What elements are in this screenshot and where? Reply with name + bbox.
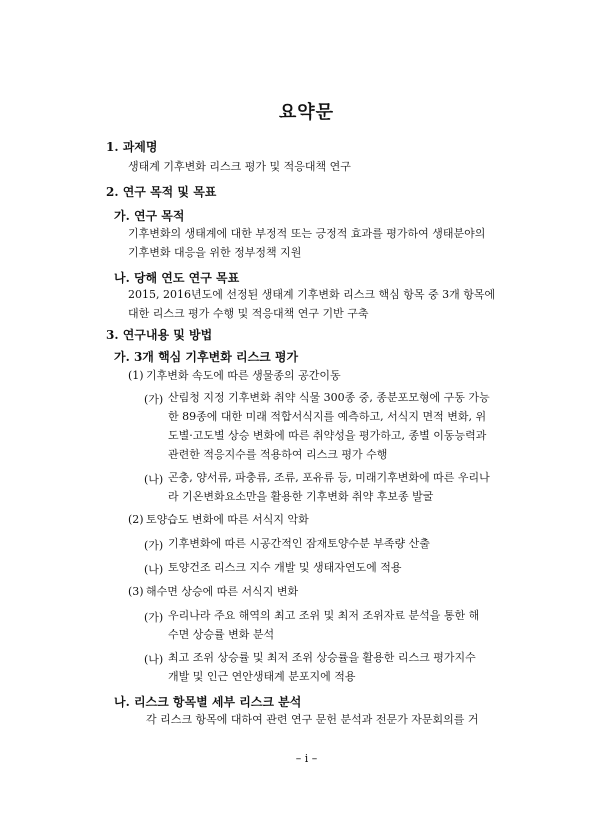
subitem-line: 곤충, 양서류, 파충류, 조류, 포유류 등, 미래기후변화에 따른 우리나 <box>168 471 490 484</box>
subitem-marker: (나) <box>144 563 164 576</box>
item-marker: (2) <box>128 513 144 526</box>
item-marker: (1) <box>128 369 144 382</box>
subitem-line: 한 89종에 대한 미래 적합서식지를 예측하고, 서식지 면적 변화, 위 <box>168 410 487 423</box>
subsection-heading-purpose: 가. 연구 목적 <box>114 209 185 223</box>
paragraph-line: 기후변화 대응을 위한 정부정책 지원 <box>128 246 302 259</box>
subsection-heading-goal: 나. 당해 연도 연구 목표 <box>114 271 240 285</box>
subitem-marker: (가) <box>144 393 164 406</box>
subitem-marker: (가) <box>144 611 164 624</box>
subsection-heading-detailed-analysis: 나. 리스크 항목별 세부 리스크 분석 <box>114 695 302 709</box>
item-text: 기후변화 속도에 따른 생물종의 공간이동 <box>146 369 341 382</box>
section-heading-2: 2. 연구 목적 및 목표 <box>106 185 217 199</box>
subitem-marker: (나) <box>144 473 164 486</box>
subitem-line: 관련한 적응지수를 적용하여 리스크 평가 수행 <box>168 448 388 461</box>
subitem-line: 라 기온변화요소만을 활용한 기후변화 취약 후보종 발굴 <box>168 490 434 503</box>
page-number: – i – <box>295 752 318 765</box>
subitem-line: 수면 상승률 변화 분석 <box>168 628 275 641</box>
item-marker: (3) <box>128 585 144 598</box>
paragraph-line: 대한 리스크 평가 수행 및 적응대책 연구 기반 구축 <box>128 307 369 320</box>
section-heading-1: 1. 과제명 <box>106 140 158 154</box>
subsection-heading-risk-assessment: 가. 3개 핵심 기후변화 리스크 평가 <box>114 350 299 364</box>
subitem-line: 우리나라 주요 해역의 최고 조위 및 최저 조위자료 분석을 통한 해 <box>168 609 480 622</box>
item-text: 토양습도 변화에 따른 서식지 악화 <box>146 513 309 526</box>
paragraph-line: 2015, 2016년도에 선정된 생태계 기후변화 리스크 핵심 항목 중 3개 항목에 <box>128 288 496 301</box>
item-text: 해수면 상승에 따른 서식지 변화 <box>146 585 299 598</box>
paragraph-line: 생태계 기후변화 리스크 평가 및 적응대책 연구 <box>128 160 351 173</box>
subitem-line: 개발 및 인근 연안생태계 분포지에 적용 <box>168 670 356 683</box>
paragraph-line: 기후변화의 생태계에 대한 부정적 또는 긍정적 효과를 평가하여 생태분야의 <box>128 227 486 240</box>
subitem-marker: (나) <box>144 653 164 666</box>
subitem-line: 도별·고도별 상승 변화에 따른 취약성을 평가하고, 종별 이동능력과 <box>168 429 487 442</box>
subitem-line: 기후변화에 따른 시공간적인 잠재토양수분 부족량 산출 <box>168 537 430 550</box>
subitem-line: 산림청 지정 기후변화 취약 식물 300종 중, 종분포모형에 구동 가능 <box>168 391 490 404</box>
page-title: 요약문 <box>278 102 335 123</box>
section-heading-3: 3. 연구내용 및 방법 <box>106 328 213 342</box>
subitem-line: 최고 조위 상승률 및 최저 조위 상승률을 활용한 리스크 평가지수 <box>168 651 476 664</box>
subitem-marker: (가) <box>144 539 164 552</box>
subitem-line: 토양건조 리스크 지수 개발 및 생태자연도에 적용 <box>168 561 402 574</box>
paragraph-line: 각 리스크 항목에 대하여 관련 연구 문헌 분석과 전문가 자문회의를 거 <box>146 713 479 726</box>
